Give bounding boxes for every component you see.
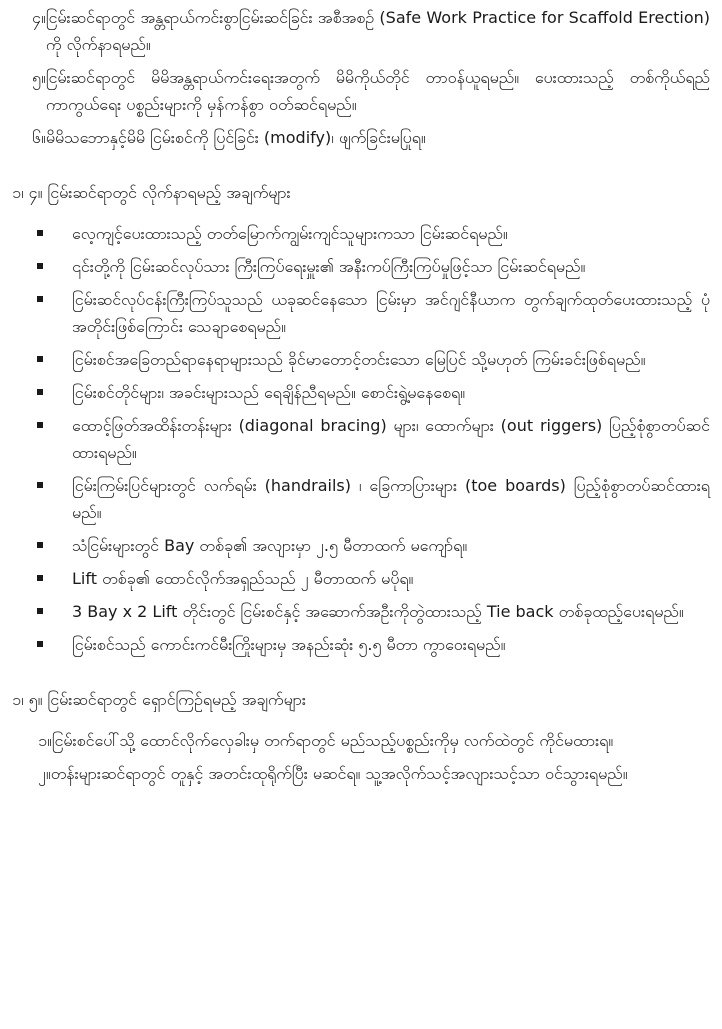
bullet-text: ငြမ်းဆင်လုပ်ငန်းကြီးကြပ်သူသည် ယခုဆင်နေသော ငြမ်းမှာ အင်ဂျင်နီယာက တွက်ချက်ထုတ်ပေးထားသည့် ပုံအတိုင်းဖြစ်ကြောင်း သေချာစေရမည်။ xyxy=(72,290,710,336)
square-bullet-icon xyxy=(36,532,72,559)
top-numbered-list xyxy=(12,4,710,151)
bullet-text: လေ့ကျင့်ပေးထားသည့် တတ်မြောက်ကျွမ်းကျင်သူများကသာ ငြမ်းဆင်ရမည်။ xyxy=(72,224,508,243)
bullet-item xyxy=(36,631,710,658)
section-heading-rules: ၁၊ ၄။ ငြမ်းဆင်ရာတွင် လိုက်နာရမည့် အချက်များ xyxy=(12,183,291,202)
item-text: မိမိသဘောနှင့်မိမိ ငြမ်းစင်ကို ပြင်ခြင်း (modify)၊ ဖျက်ခြင်းမပြုရ။ xyxy=(45,128,426,147)
list-item xyxy=(32,4,710,58)
square-bullet-icon xyxy=(36,286,72,340)
bullet-text: ငြမ်းစင်အခြေတည်ရာနေရာများသည် ခိုင်မာတောင့်တင်းသော မြေပြင် သို့မဟုတ် ကြမ်းခင်းဖြစ်ရမည်။ xyxy=(72,350,646,369)
item-number: ၁။ xyxy=(38,731,52,750)
bullet-item xyxy=(36,472,710,526)
item-text: ငြမ်းစင်ပေါ်သို့ ထောင်လိုက်လှေခါးမှ တက်ရာတွင် မည်သည့်ပစ္စည်းကိုမှ လက်ထဲတွင် ကိုင်မထားရ။ xyxy=(51,731,614,750)
item-text: ငြမ်းဆင်ရာတွင် အန္တရာယ်ကင်းစွာငြမ်းဆင်ခြင်း အစီအစဉ် (Safe Work Practice for Scaffold Erection) ကို လိုက်နာရမည်။ xyxy=(45,8,710,54)
square-bullet-icon xyxy=(36,412,72,466)
square-bullet-icon xyxy=(36,565,72,592)
square-bullet-icon xyxy=(36,253,72,280)
bullet-text: 3 Bay x 2 Lift တိုင်းတွင် ငြမ်းစင်နှင့် အဆောက်အဦးကိုတွဲထားသည့် Tie back တစ်ခုထည့်ပေးရမည်။ xyxy=(72,602,684,621)
list-item xyxy=(38,760,710,787)
bullet-item xyxy=(36,253,710,280)
bullet-text: ၎င်းတို့ကို ငြမ်းဆင်လုပ်သား ကြီးကြပ်ရေးမှူး၏ အနီးကပ်ကြီးကြပ်မှုဖြင့်သာ ငြမ်းဆင်ရမည်။ xyxy=(72,257,586,276)
bullet-item xyxy=(36,565,710,592)
bullet-item xyxy=(36,379,710,406)
bullet-text: ထောင့်ဖြတ်အထိန်းတန်းများ (diagonal bracing) များ၊ ထောက်များ (out riggers) ပြည့်စုံစွာတပ်ဆင်ထားရမည်။ xyxy=(72,416,710,462)
item-number: ၂။ xyxy=(38,764,51,783)
square-bullet-icon xyxy=(36,598,72,625)
list-item xyxy=(32,64,710,118)
rules-bullet-list xyxy=(12,220,710,658)
item-number: ၄။ xyxy=(32,8,46,27)
bullet-item xyxy=(36,412,710,466)
item-text: ငြမ်းဆင်ရာတွင် မိမိအန္တရာယ်ကင်းရေးအတွက် မိမိကိုယ်တိုင် တာဝန်ယူရမည်။ ပေးထားသည့် တစ်ကိုယ်ရည် ကာကွယ်ရေး ပစ္စည်းများကို မှန်ကန်စွာ ဝတ်ဆင်ရမည်။ xyxy=(45,68,710,114)
square-bullet-icon xyxy=(36,472,72,526)
bullet-text: ငြမ်းစင်တိုင်များ၊ အခင်းများသည် ရေချိန်ညီရမည်။ စောင်းရွဲ့မနေစေရ။ xyxy=(72,383,466,402)
item-number: ၆။ xyxy=(32,128,46,147)
list-item xyxy=(38,727,710,754)
bullet-text: ငြမ်းကြမ်းပြင်များတွင် လက်ရမ်း (handrails) ၊ ခြေကာပြားများ (toe boards) ပြည့်စုံစွာတပ်ဆင်ထားရမည်။ xyxy=(72,476,710,522)
bullet-item xyxy=(36,532,710,559)
bullet-text: သံငြမ်းများတွင် Bay တစ်ခု၏ အလျားမှာ ၂.၅ မီတာထက် မကျော်ရ။ xyxy=(72,536,468,555)
bullet-item xyxy=(36,598,710,625)
square-bullet-icon xyxy=(36,220,72,247)
list-item xyxy=(32,124,710,151)
bullet-item xyxy=(36,286,710,340)
bullet-text: ငြမ်းစင်သည် ကောင်းကင်မီးကြိုးများမှ အနည်းဆုံး ၅.၅ မီတာ ကွာဝေးရမည်။ xyxy=(72,635,506,654)
bullet-item xyxy=(36,220,710,247)
avoid-numbered-list xyxy=(12,727,710,787)
item-text: တန်းများဆင်ရာတွင် တူနှင့် အတင်းထုရိုက်ပြီး မဆင်ရ။ သူ့အလိုက်သင့်အလျားသင့်သာ ဝင်သွားရမည်။ xyxy=(50,764,628,783)
bullet-item xyxy=(36,346,710,373)
square-bullet-icon xyxy=(36,631,72,658)
item-number: ၅။ xyxy=(32,68,46,87)
square-bullet-icon xyxy=(36,379,72,406)
square-bullet-icon xyxy=(36,346,72,373)
bullet-text: Lift တစ်ခု၏ ထောင်လိုက်အရှည်သည် ၂ မီတာထက် မပိုရ။ xyxy=(72,569,414,588)
section-heading-avoid: ၁၊ ၅။ ငြမ်းဆင်ရာတွင် ရှောင်ကြဉ်ရမည့် အချက်များ xyxy=(12,690,306,709)
